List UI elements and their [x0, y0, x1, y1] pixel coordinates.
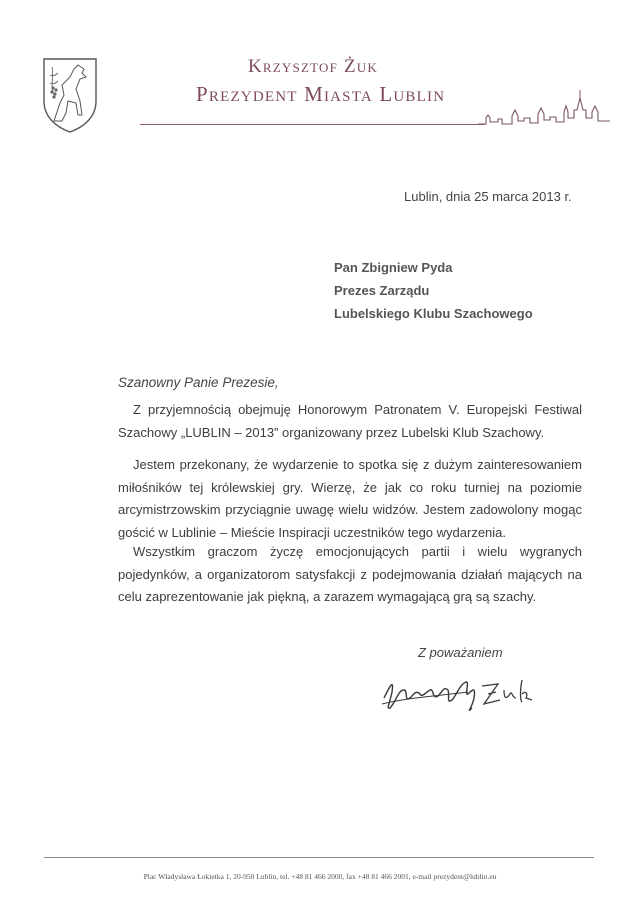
handwritten-signature [376, 668, 546, 718]
footer-contact: Plac Władysława Łokietka 1, 20-950 Lublin, tel. +48 81 466 2000, fax +48 81 466 2001, e-mail prezydent@lublin.eu [143, 872, 497, 881]
letterhead-name: Krzysztof Żuk [248, 56, 378, 77]
letter-paragraph: Z przyjemnością obejmuję Honorowym Patronatem V. Europejski Festiwal Szachowy „LUBLIN – 2013” organizowany przez Lubelski Klub Szachowy. [118, 402, 582, 440]
letter-paragraph: Jestem przekonany, że wydarzenie to spotka się z dużym zainteresowaniem miłośników tej królewskiej gry. Wierzę, że jak co roku turniej na poziomie arcymistrzowskim przyciągnie uwagę wielu widzów. Jestem zadowolony mogąc gościć w Lublinie – Mieście Inspiracji uczestników tego wydarzenia. [118, 457, 582, 540]
lublin-coat-of-arms-icon [40, 55, 100, 135]
recipient-name: Pan Zbigniew Pyda [334, 260, 453, 275]
city-skyline-icon [478, 88, 610, 130]
recipient-organization: Lubelskiego Klubu Szachowego [334, 306, 533, 321]
letterhead-title: Prezydent Miasta Lublin [196, 82, 446, 106]
recipient-position: Prezes Zarządu [334, 283, 430, 298]
footer-divider [44, 857, 594, 858]
header-divider [140, 124, 485, 125]
closing: Z poważaniem [418, 645, 503, 660]
letter-paragraph: Wszystkim graczom życzę emocjonujących partii i wielu wygranych pojedynków, a organizatorom satysfakcji z podejmowania działań mających na celu zaprezentowanie jak piękną, a zarazem wymagającą grą są szachy. [118, 544, 582, 604]
letter-date: Lublin, dnia 25 marca 2013 r. [404, 189, 572, 204]
salutation: Szanowny Panie Prezesie, [118, 375, 279, 390]
